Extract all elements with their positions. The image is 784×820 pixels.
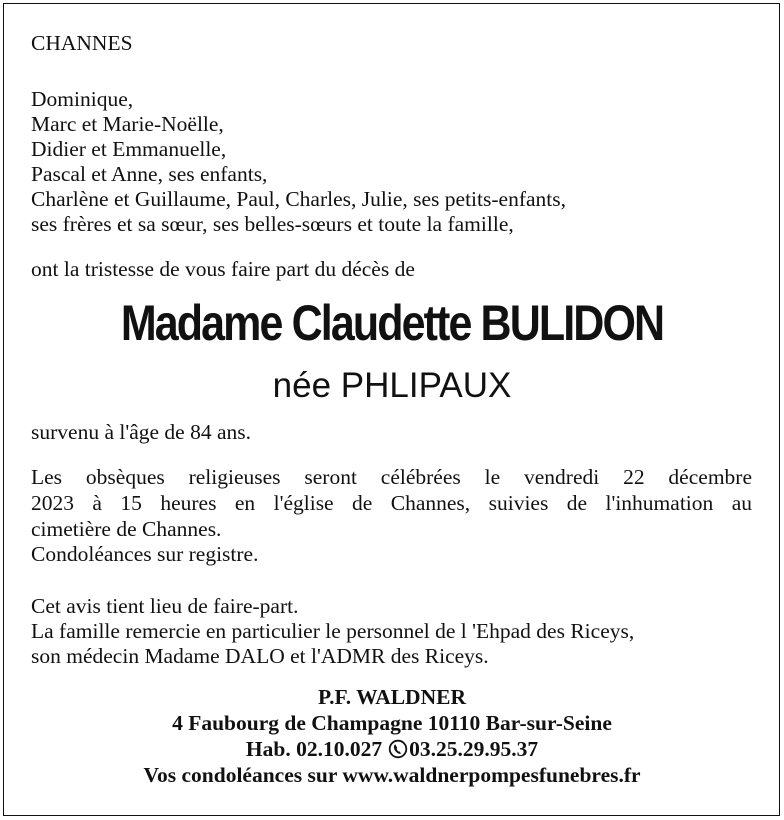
family-line-3: Didier et Emmanuelle, bbox=[31, 137, 227, 161]
funeral-line-2: 2023 à 15 heures en l'église de Channes, suivies de l'inhumation au bbox=[31, 491, 752, 515]
location-header: CHANNES bbox=[31, 31, 133, 55]
closing-line-3: son médecin Madame DALO et l'ADMR des Riceys. bbox=[31, 644, 489, 668]
phone-number: 03.25.29.95.37 bbox=[409, 737, 539, 761]
closing-line-2: La famille remercie en particulier le personnel de l 'Ehpad des Riceys, bbox=[31, 619, 635, 643]
announcement-text: ont la tristesse de vous faire part du décès de bbox=[31, 257, 415, 281]
funeral-line-3: cimetière de Channes. bbox=[31, 517, 222, 541]
family-line-4: Pascal et Anne, ses enfants, bbox=[31, 162, 268, 186]
closing-line-1: Cet avis tient lieu de faire-part. bbox=[31, 594, 299, 618]
family-line-1: Dominique, bbox=[31, 87, 134, 111]
company-name: P.F. WALDNER bbox=[318, 685, 466, 709]
contact-line bbox=[0, 736, 784, 763]
phone-icon bbox=[388, 739, 408, 759]
maiden-name: née PHLIPAUX bbox=[272, 366, 512, 405]
funeral-line-1: Les obsèques religieuses seront célébrées le vendredi 22 décembre bbox=[31, 465, 752, 489]
funeral-line-4: Condoléances sur registre. bbox=[31, 542, 259, 566]
habilitation-number: Hab. 02.10.027 bbox=[245, 737, 383, 761]
age-line: survenu à l'âge de 84 ans. bbox=[31, 420, 251, 444]
family-line-2: Marc et Marie-Noëlle, bbox=[31, 112, 224, 136]
website-line: Vos condoléances sur www.waldnerpompesfunebres.fr bbox=[143, 763, 641, 787]
company-address: 4 Faubourg de Champagne 10110 Bar-sur-Seine bbox=[172, 711, 612, 735]
family-line-5: Charlène et Guillaume, Paul, Charles, Julie, ses petits-enfants, bbox=[31, 187, 566, 211]
deceased-name: Madame Claudette BULIDON bbox=[120, 295, 664, 351]
family-line-6: ses frères et sa sœur, ses belles-sœurs et toute la famille, bbox=[31, 212, 514, 236]
